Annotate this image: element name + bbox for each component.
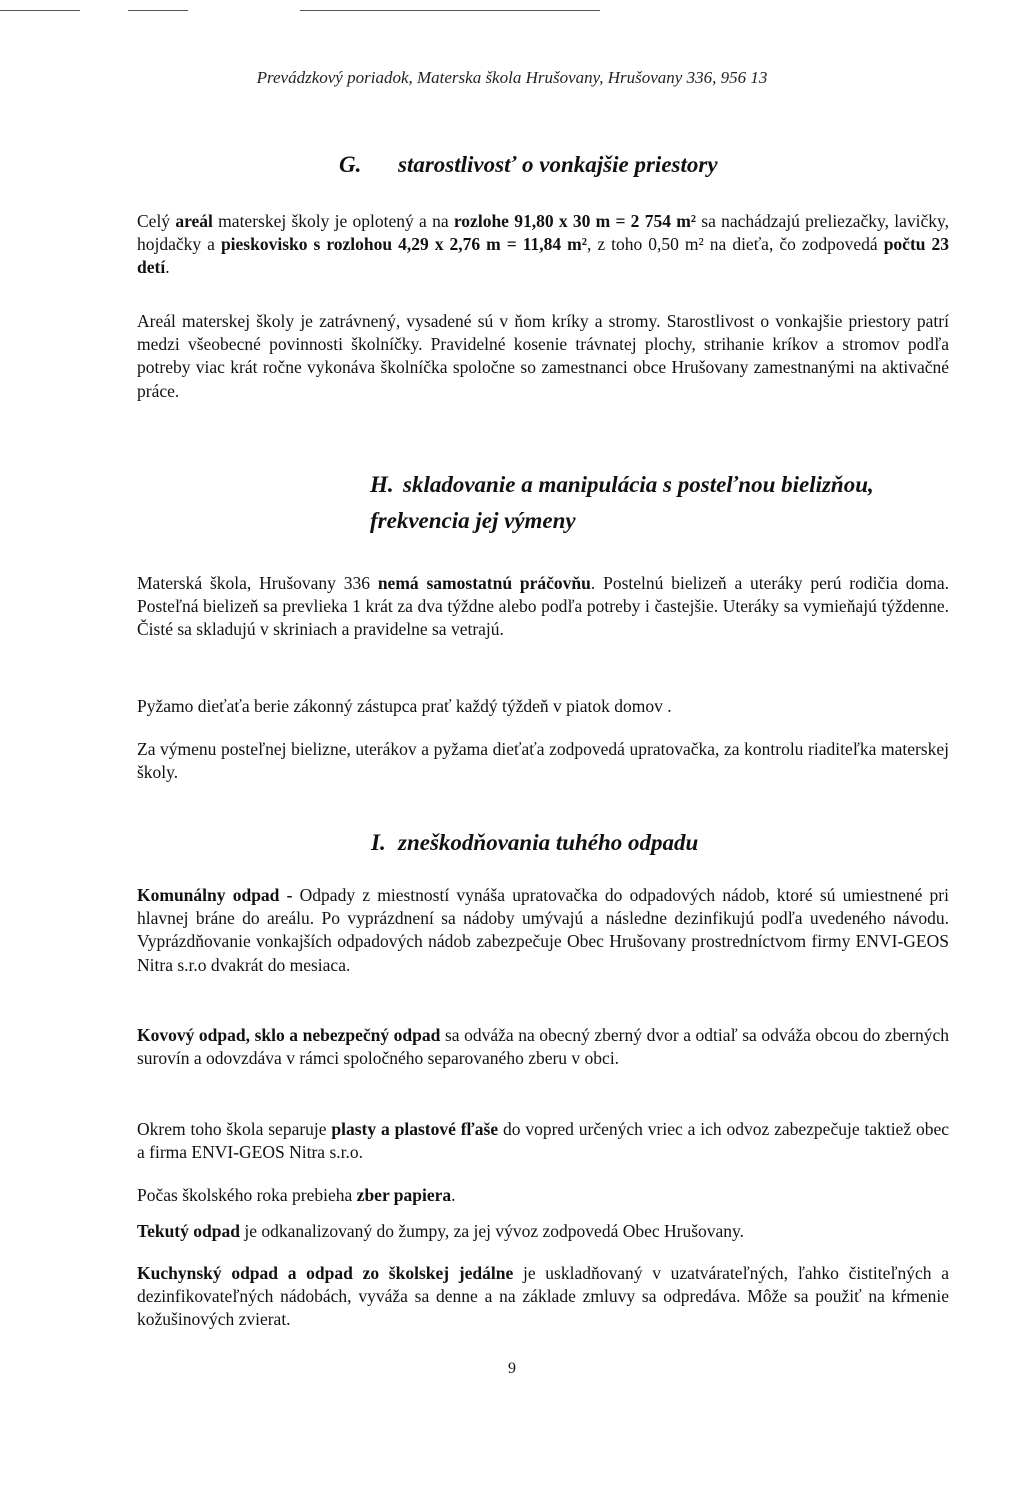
section-h-letter: H.: [370, 472, 394, 497]
bold-text: Kovový odpad, sklo a nebezpečný odpad: [137, 1025, 441, 1045]
bold-text: počtu 23 detí: [137, 234, 950, 278]
section-i-letter: I.: [371, 830, 386, 855]
scan-edge-line: [0, 10, 80, 11]
section-g-letter: G.: [339, 152, 362, 177]
section-h-heading-line-1: skladovanie a manipulácia s posteľnou bielizňou,: [403, 472, 874, 497]
section-i-paragraph-3: Okrem toho škola separuje plasty a plastové fľaše do vopred určených vriec a ich odvoz zabezpečuje taktiež obec a firma ENVI-GEOS Nitra s.r.o.: [137, 1119, 949, 1163]
section-g-paragraph-1: Celý areál materskej školy je oplotený a na rozlohe 91,80 x 30 m = 2 754 m² sa nachádzajú preliezačky, lavičky, hojdačky a pieskovisko s rozlohou 4,29 x 2,76 m = 11,84 m², z toho 0,50 m² na dieťa, čo zodpovedá počtu 23 detí.: [137, 211, 950, 278]
section-h-paragraph-3: Za výmenu posteľnej bielizne, uterákov a pyžama dieťaťa zodpovedá upratovačka, za kontrolu riaditeľka materskej školy.: [137, 739, 949, 783]
bold-text: rozlohe 91,80 x 30 m = 2 754 m²: [453, 211, 697, 231]
bold-text: Kuchynský odpad a odpad zo školskej jedálne: [137, 1263, 514, 1283]
section-i-paragraph-1: Komunálny odpad - Odpady z miestností vynáša upratovačka do odpadových nádob, ktoré sú umiestnené pri hlavnej bráne do areálu. Po vyprázdnení sa nádoby umývajú a následne dezinfikujú podľa uvedeného návodu. Vyprázdňovanie vonkajších odpadových nádob zabezpečuje Obec Hrušovany prostredníctvom firmy ENVI-GEOS Nitra s.r.o dvakrát do mesiaca.: [137, 885, 950, 975]
section-i-paragraph-2: Kovový odpad, sklo a nebezpečný odpad sa odváža na obecný zberný dvor a odtiaľ sa odváža obcou do zberných surovín a odovzdáva v rámci spoločného separovaného zberu v obci.: [137, 1025, 949, 1069]
page-number: 9: [508, 1360, 516, 1377]
bold-text: areál: [175, 211, 213, 231]
bold-text: Tekutý odpad: [137, 1221, 240, 1241]
section-i-paragraph-6: Kuchynský odpad a odpad zo školskej jedálne je uskladňovaný v uzatvárateľných, ľahko čistiteľných a dezinfikovateľných nádobách, vyváža sa denne a na základe zmluvy sa odpredáva. Môže sa použiť na kŕmenie kožušinových zvierat.: [137, 1263, 949, 1330]
section-i-paragraph-5: Tekutý odpad je odkanalizovaný do žumpy, za jej vývoz zodpovedá Obec Hrušovany.: [137, 1221, 745, 1241]
scan-edge-line: [300, 10, 600, 11]
section-g-heading: starostlivosť o vonkajšie priestory: [398, 152, 718, 177]
bold-text: zber papiera: [356, 1185, 452, 1205]
section-h-heading-line-2: frekvencia jej výmeny: [370, 508, 576, 533]
page-header: Prevádzkový poriadok, Materska škola Hrušovany, Hrušovany 336, 956 13: [256, 68, 768, 87]
section-h-paragraph-1: Materská škola, Hrušovany 336 nemá samostatnú práčovňu. Postelnú bielizeň a uteráky perú rodičia doma. Posteľná bielizeň sa prevlieka 1 krát za dva týždne alebo podľa potreby i častejšie. Uteráky sa vymieňajú týždenne. Čisté sa skladujú v skriniach a pravidelne sa vetrajú.: [137, 573, 949, 640]
section-h-paragraph-2: Pyžamo dieťaťa berie zákonný zástupca prať každý týždeň v piatok domov .: [137, 696, 672, 716]
scan-edge-line: [128, 10, 188, 11]
section-i-heading: zneškodňovania tuhého odpadu: [398, 830, 699, 855]
bold-text: nemá samostatnú práčovňu: [377, 573, 591, 593]
bold-text: pieskovisko s rozlohou 4,29 x 2,76 m = 11,84 m²: [220, 234, 587, 255]
bold-text: Komunálny odpad -: [137, 885, 293, 905]
bold-text: plasty a plastové fľaše: [331, 1119, 499, 1139]
section-g-paragraph-2: Areál materskej školy je zatrávnený, vysadené sú v ňom kríky a stromy. Starostlivost o vonkajšie priestory patrí medzi všeobecné povinnosti školníčky. Pravidelné kosenie trávnatej plochy, strihanie kríkov a stromov podľa potreby viac krát ročne vykonáva školníčka spoločne so zamestnanci obce Hrušovany zamestnanými na aktivačné práce.: [137, 311, 949, 401]
section-i-paragraph-4: Počas školského roka prebieha zber papiera.: [137, 1185, 456, 1205]
